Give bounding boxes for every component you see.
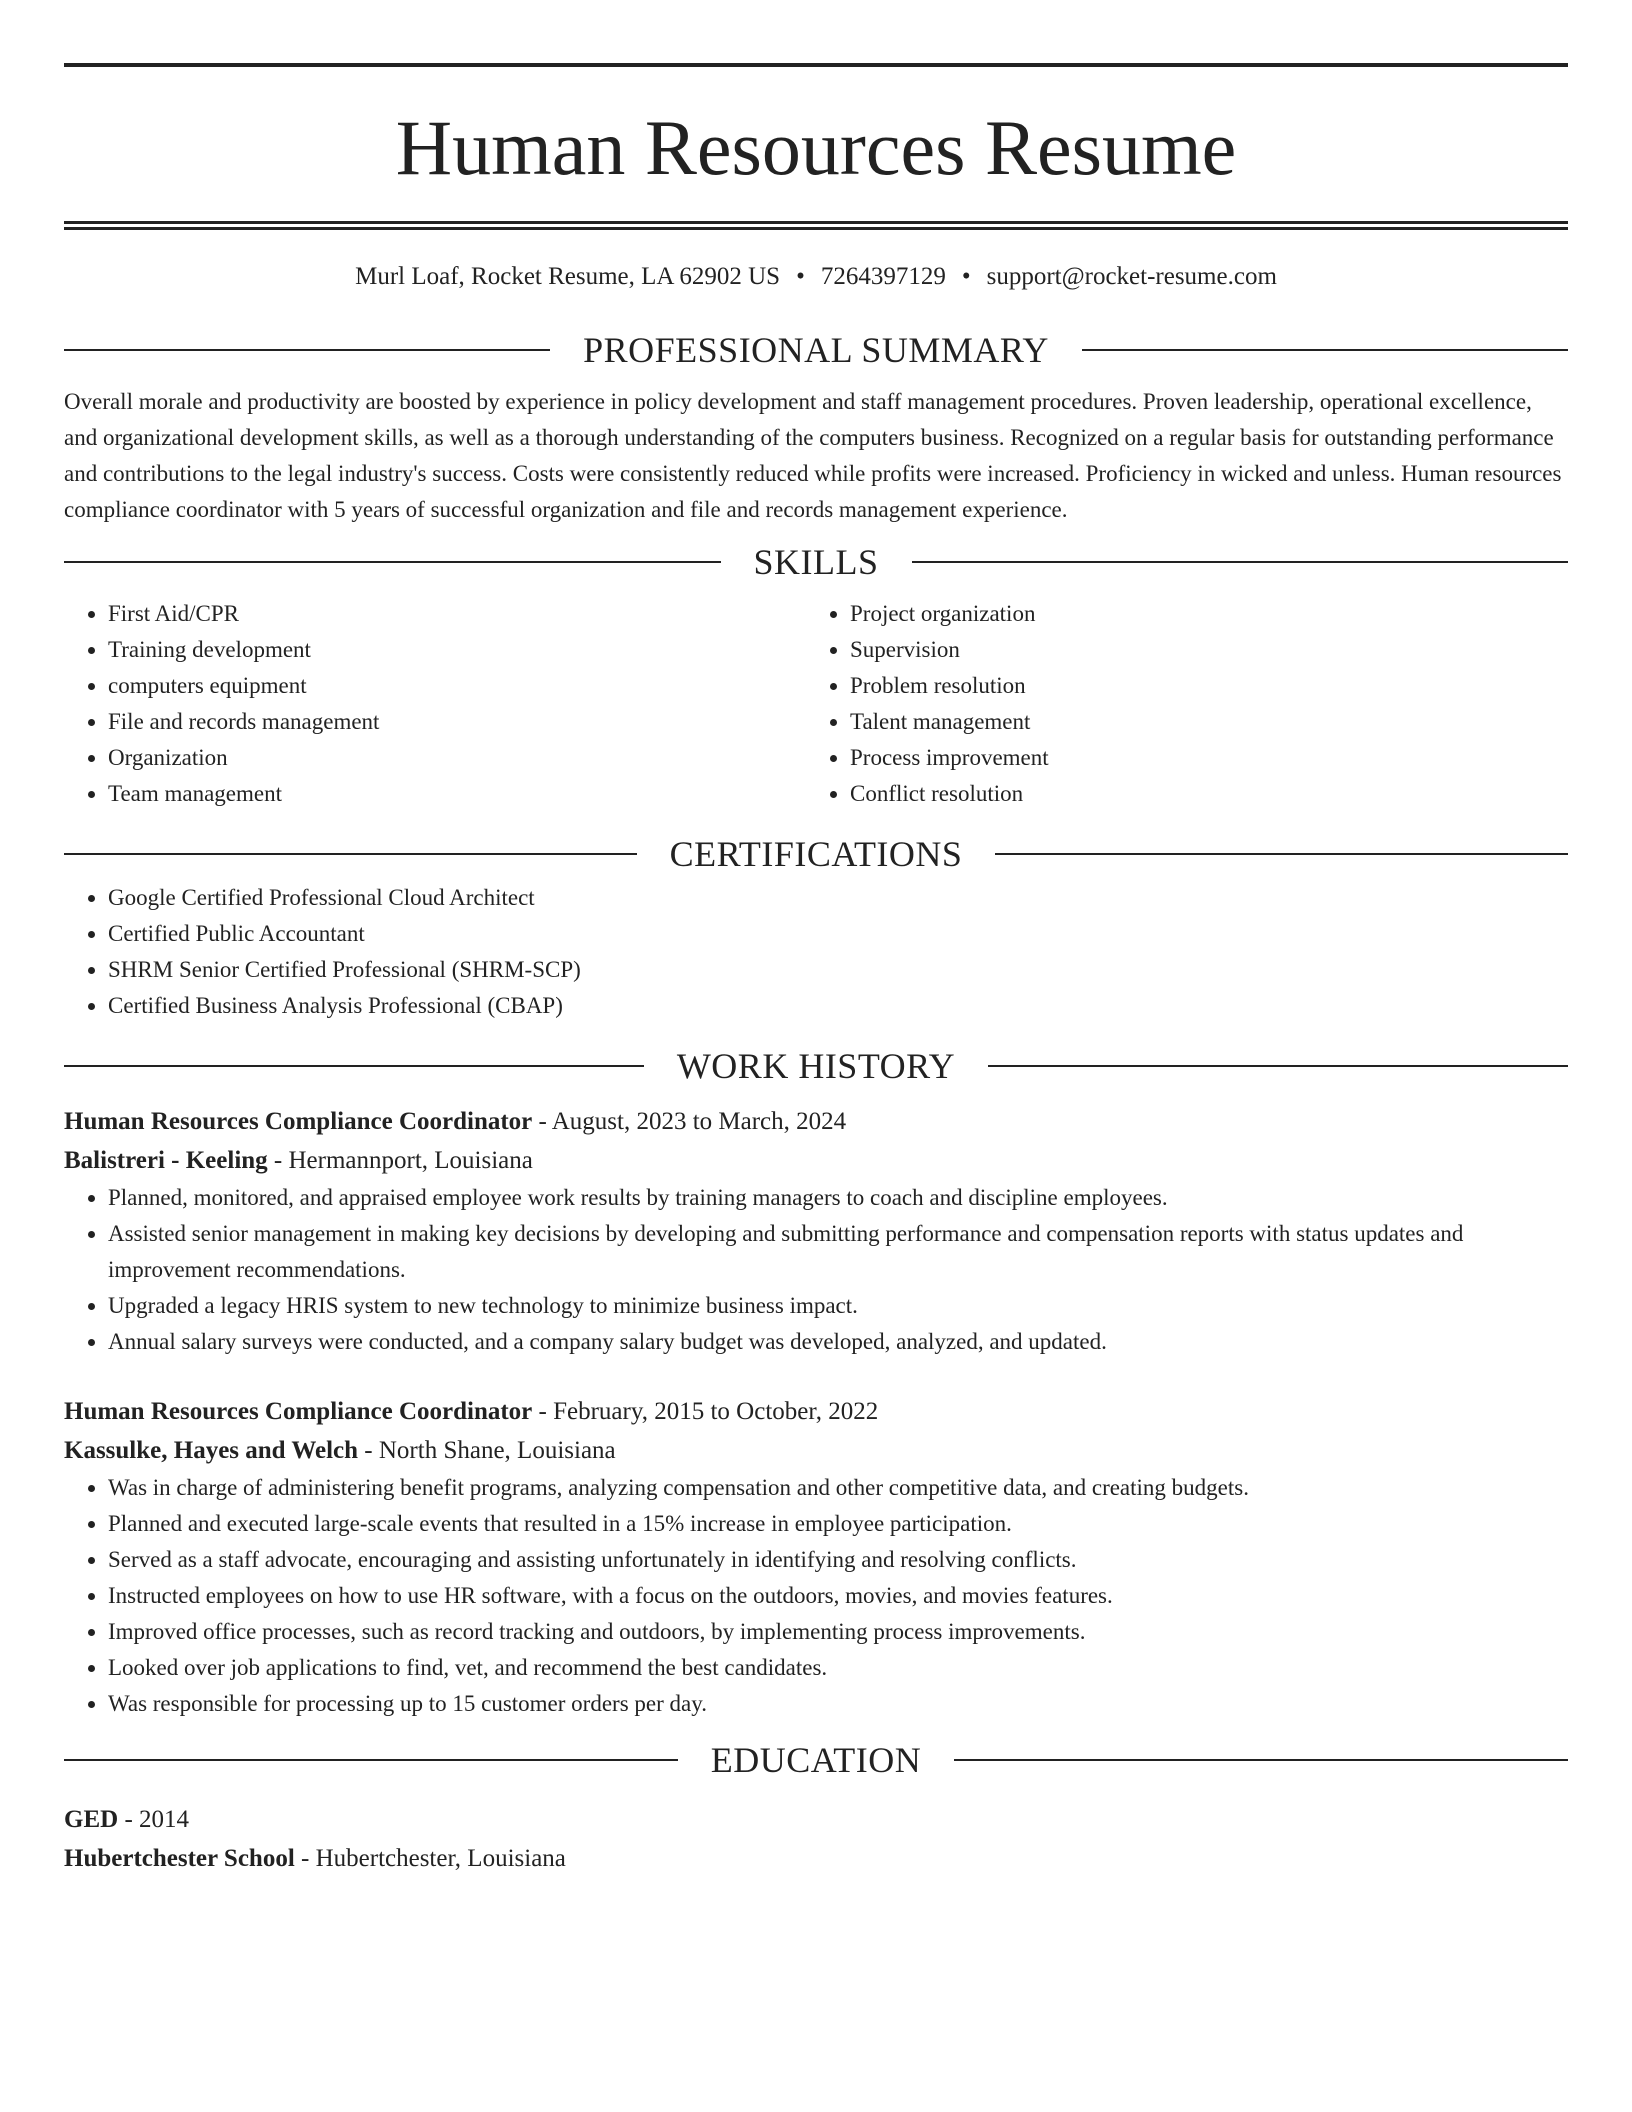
job-duties-list — [64, 1180, 1568, 1360]
heading-rule — [64, 853, 637, 855]
job-title: Human Resources Compliance Coordinator — [64, 1398, 533, 1425]
heading-rule — [954, 1759, 1568, 1761]
contact-line — [64, 260, 1568, 294]
job-title-line — [64, 1102, 1568, 1141]
skill-item: • Supervision — [850, 632, 1548, 668]
section-heading-work-history — [64, 1040, 1568, 1092]
heading-rule — [912, 561, 1569, 563]
section-title: SKILLS — [753, 542, 879, 582]
section-heading-education — [64, 1734, 1568, 1786]
heading-rule — [995, 853, 1568, 855]
job-company: Kassulke, Hayes and Welch — [64, 1437, 359, 1464]
job-duty: • Planned and executed large-scale events that resulted in a 15% increase in employee participation. — [108, 1506, 1568, 1542]
job-entry — [64, 1392, 1568, 1722]
section-heading-skills — [64, 536, 1568, 588]
dash-separator: - — [118, 1806, 140, 1833]
dash-separator: - — [267, 1147, 289, 1174]
heading-rule — [64, 561, 721, 563]
job-duty: • Upgraded a legacy HRIS system to new technology to minimize business impact. — [108, 1288, 1568, 1324]
contact-address: Murl Loaf, Rocket Resume, LA 62902 US — [355, 263, 781, 290]
job-duty: • Was responsible for processing up to 15 customer orders per day. — [108, 1686, 1568, 1722]
skill-item: • Talent management — [850, 704, 1548, 740]
dash-separator: - — [532, 1398, 554, 1425]
skill-item: • Organization — [108, 740, 806, 776]
skill-item: • Conflict resolution — [850, 776, 1548, 812]
resume-title: Human Resources Resume — [395, 104, 1237, 191]
title-double-rule — [64, 221, 1568, 230]
heading-rule — [64, 1759, 678, 1761]
summary-text: Overall morale and productivity are boosted by experience in policy development and staff management procedures. Proven leadership, operational excellence, and organizational development skills, as well as a thorough understanding of the computers business. Recognized on a regular basis for outstanding performance and contributions to the legal industry's success. Costs were consistently reduced while profits were increased. Proficiency in wicked and unless. Human resources compliance coordinator with 5 years of successful organization and file and records management experience. — [64, 389, 1562, 522]
job-duty: • Was in charge of administering benefit programs, analyzing compensation and other competitive data, and creating budgets. — [108, 1470, 1568, 1506]
certification-item: • Google Certified Professional Cloud Architect — [108, 880, 1568, 916]
contact-phone: 7264397129 — [820, 263, 946, 290]
section-heading-certifications — [64, 828, 1568, 880]
education-location: Hubertchester, Louisiana — [315, 1845, 566, 1872]
job-duty: • Assisted senior management in making key decisions by developing and submitting performance and compensation reports with status updates and improvement recommendations. — [108, 1216, 1568, 1288]
job-duty: • Served as a staff advocate, encouraging and assisting unfortunately in identifying and resolving conflicts. — [108, 1542, 1568, 1578]
job-duty: • Annual salary surveys were conducted, and a company salary budget was developed, analyzed, and updated. — [108, 1324, 1568, 1360]
heading-rule — [64, 1065, 644, 1067]
job-duty: • Planned, monitored, and appraised employee work results by training managers to coach and discipline employees. — [108, 1180, 1568, 1216]
certification-item: • SHRM Senior Certified Professional (SHRM-SCP) — [108, 952, 1568, 988]
education-year: 2014 — [139, 1806, 190, 1833]
skill-item: • Training development — [108, 632, 806, 668]
job-title-line — [64, 1392, 1568, 1431]
heading-rule — [1082, 349, 1568, 351]
job-company-line — [64, 1141, 1568, 1180]
skills-column-left — [64, 596, 806, 812]
section-title: WORK HISTORY — [676, 1046, 956, 1086]
skills-list-left — [64, 596, 806, 812]
job-location: Hermannport, Louisiana — [288, 1147, 533, 1174]
dash-separator: - — [532, 1108, 552, 1135]
section-heading-summary — [64, 324, 1568, 376]
skill-item: • First Aid/CPR — [108, 596, 806, 632]
job-title: Human Resources Compliance Coordinator — [64, 1108, 533, 1135]
job-duties-list — [64, 1470, 1568, 1722]
job-company-line — [64, 1431, 1568, 1470]
skills-column-right — [806, 596, 1548, 812]
skill-item: • computers equipment — [108, 668, 806, 704]
education-degree-line — [64, 1800, 1568, 1839]
top-rule — [64, 63, 1568, 67]
section-title: EDUCATION — [710, 1740, 922, 1780]
section-title: PROFESSIONAL SUMMARY — [583, 330, 1049, 370]
heading-rule — [64, 349, 550, 351]
heading-rule — [988, 1065, 1568, 1067]
section-title: CERTIFICATIONS — [669, 834, 963, 874]
job-duty: • Instructed employees on how to use HR software, with a focus on the outdoors, movies, and movies features. — [108, 1578, 1568, 1614]
education-degree: GED — [64, 1806, 119, 1833]
skills-grid — [64, 596, 1568, 812]
contact-separator: • — [961, 263, 971, 290]
job-location: North Shane, Louisiana — [378, 1437, 616, 1464]
certifications-list — [64, 880, 1568, 1024]
job-entry — [64, 1102, 1568, 1360]
job-company: Balistreri - Keeling — [64, 1147, 268, 1174]
certification-item: • Certified Business Analysis Professional (CBAP) — [108, 988, 1568, 1024]
skill-item: • File and records management — [108, 704, 806, 740]
education-entry — [64, 1800, 1568, 1878]
skill-item: • Project organization — [850, 596, 1548, 632]
skill-item: • Problem resolution — [850, 668, 1548, 704]
skills-list-right — [806, 596, 1548, 812]
dash-separator: - — [294, 1845, 316, 1872]
skill-item: • Process improvement — [850, 740, 1548, 776]
job-dates: August, 2023 to March, 2024 — [551, 1108, 847, 1135]
contact-email: support@rocket-resume.com — [986, 263, 1277, 290]
certification-item: • Certified Public Accountant — [108, 916, 1568, 952]
skill-item: • Team management — [108, 776, 806, 812]
dash-separator: - — [358, 1437, 379, 1464]
education-school-line — [64, 1839, 1568, 1878]
job-duty: • Improved office processes, such as record tracking and outdoors, by implementing process improvements. — [108, 1614, 1568, 1650]
contact-separator: • — [796, 263, 805, 290]
job-dates: February, 2015 to October, 2022 — [553, 1398, 879, 1425]
education-school: Hubertchester School — [64, 1845, 295, 1872]
job-duty: • Looked over job applications to find, vet, and recommend the best candidates. — [108, 1650, 1568, 1686]
